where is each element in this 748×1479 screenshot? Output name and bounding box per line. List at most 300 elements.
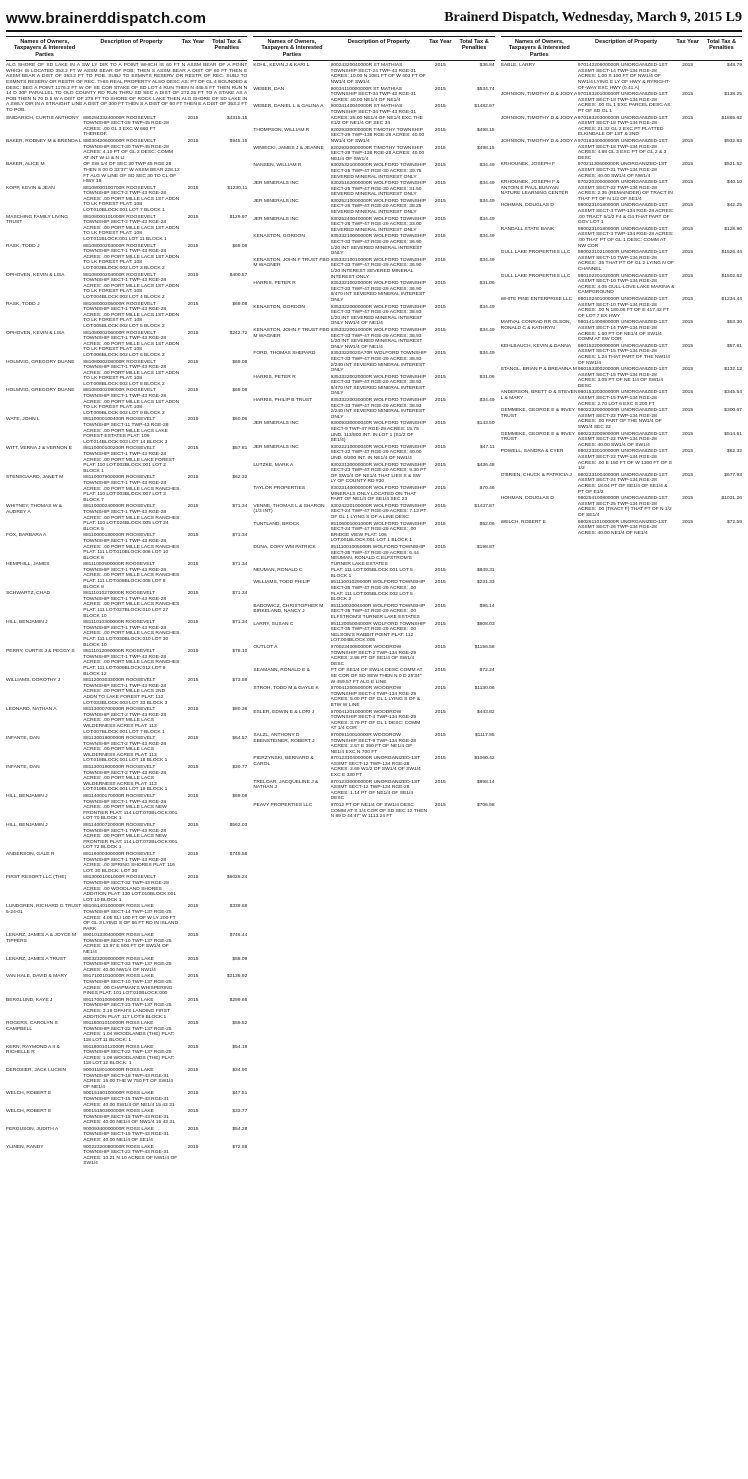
property-description: 88110007900000R ROOSEVELT TOWNSHIP SECT-1 TWP-43 RGE-28 ACRES: .00 PORT MILLE LACS RANCHES PLAT: 110 LOT:003BLOCK:007 LOT 3 BLOCK 7 [83, 475, 180, 503]
tax-record-row [253, 146, 494, 163]
tax-amount: $1526.44 [721, 250, 742, 256]
tax-record-row [501, 408, 742, 430]
tax-year: 2015 [187, 1044, 199, 1050]
owner-name: WATE, JOHN L [6, 417, 40, 423]
tax-year: 2015 [434, 398, 446, 404]
tax-year: 2015 [434, 145, 446, 151]
tax-record-row [6, 591, 247, 619]
tax-year: 2015 [187, 446, 199, 452]
tax-amount: $562.03 [229, 823, 248, 828]
owner-name: STENSGAARD, JANET M [6, 475, 64, 481]
tax-record-row [253, 522, 494, 544]
tax-amount: $34.49 [479, 257, 495, 263]
owner-name: OPHOVEN, KEVIN & LISA [6, 272, 65, 278]
tax-year: 2015 [434, 756, 446, 762]
tax-record-row [6, 1091, 247, 1108]
tax-amount: $73.59 [232, 678, 248, 684]
tax-record-row [6, 533, 247, 561]
owner-name: KENASTON, JOHN F TRUST FBO M WAGNER [253, 257, 330, 269]
tax-amount: $54.19 [232, 1044, 248, 1050]
property-description: 90024320040000R ST MATHIAS TOWNSHIP SECT-24 TWP-43 RGE-31 ACRES: 10.00 N 1081 FT OF W 403 FT OF NW1/4 OF SW1/4 [330, 63, 426, 85]
owner-name: BAKER, RODNEY M & BRENDA L [6, 138, 82, 144]
tax-amount: $1230.11 [227, 185, 248, 191]
column-1 [6, 36, 247, 1472]
tax-amount: $998.14 [476, 779, 495, 785]
tax-year: 2015 [434, 732, 446, 738]
tax-year: 2015 [682, 519, 694, 525]
tax-record-row [253, 504, 494, 521]
tax-year: 2015 [187, 214, 199, 220]
tax-amount: $69.08 [232, 301, 248, 307]
property-description: 97012 PT OF NE1/4 OF SW1/4 DESC COMM AT S 1/4 COR OF SD SEC 12 THEN N 89 D 44'47" W 1113.24 FT [330, 803, 428, 820]
tax-record-row [6, 504, 247, 532]
property-description: 97002340080000R WOODROW TOWNSHIP SECT-2 TWP-134 RGE-29 ACRES: 2.96 PT OF SE1/4 OF SW1/4 DESC [330, 645, 417, 667]
tax-year: 2015 [434, 86, 446, 92]
owner-name: MASCHING FAMILY LIVING TRUST [6, 214, 69, 226]
owner-name: WHITE PINE ENTERPRISE LLC [500, 296, 573, 302]
owner-name: KERN, RAYMOND A II & RICHELLE R [6, 1044, 60, 1056]
owner-name: RANDALL STATE BANK [500, 226, 555, 232]
owner-name: VAN HALE, DAVID & MARY [6, 974, 68, 980]
owner-name: HILL, BENJAMIN J [6, 823, 48, 828]
tax-year: 2015 [434, 234, 446, 240]
property-description: 90034110000000R ST MATHIAS TOWNSHIP SECT-34 TWP-43 RGE-31 ACRES: 40.00 NE1/4 OF NE1/4 [330, 86, 417, 103]
property-description: 88110000100200R ROOSEVELT TOWNSHIP SECT-1 TWP-43 RGE-28 ACRES: .00 PORT MILLE LAKE FOREST PLAT: 110 LOT:002BLOCK:001 LOT 2 BLOCK 1 [83, 446, 175, 474]
property-description: 97022020000000R UNORGANIZED-1ST ASSMT SECT-22 TWP-134 RGE-28 ACRES: 2.35 (REMAINDER) OF TRACT IN THAT PT OF N 1/2 OF SE1/4 [577, 180, 673, 202]
property-description: 95111001029000R WOLFORD TOWNSHIP SECT-35 TWP-47 RGE-29 ACRES: .00 PLAT: 111 LOT:005BLOCK:002 LOT 5 BLOCK 2 [330, 580, 426, 603]
tax-amount: $128.90 [724, 226, 742, 232]
property-description: 97014220600000R UNORGANIZED-1ST ASSMT SECT-14 TWP-134 RGE-28 ACRES: 1.00 S 100 FT OF NW1/4 OF NW1/4 LYING E LY OF HWY & RYRIGHT-OF-WAY EXC HWY (0.41 A) [577, 63, 671, 91]
tax-year: 2015 [187, 533, 199, 539]
property-description: 98022320100000R UNORGANIZED-1ST ASSMT SECT-22 TWP-134 RGE-28 ACRES: .00 E 150 FT OF W 1300 FT OF S 1/2 [577, 449, 673, 472]
tax-year: 2015 [434, 521, 446, 527]
tax-amount: $534.74 [476, 86, 495, 92]
owner-name: FOX, BARBARA A [6, 533, 47, 539]
tax-record-row [6, 1145, 247, 1167]
tax-year: 2015 [187, 974, 199, 980]
tax-amount: $47.11 [480, 444, 495, 450]
column-headers [6, 36, 247, 61]
tax-amount: $34.49 [479, 216, 495, 222]
owner-name: POWELL, SANDRA & CYER [500, 449, 564, 455]
tax-amount: $932.83 [724, 138, 742, 144]
owner-name: JOHNSON, TIMOTHY D & JODY A [500, 92, 578, 98]
tax-record-row [6, 116, 247, 138]
owner-name: JER MINERALS INC [253, 198, 299, 204]
owner-name: OUTLOT A [253, 645, 278, 650]
tax-year: 2015 [187, 504, 199, 510]
tax-record-row [253, 87, 494, 104]
property-description: 88111012090000R ROOSEVELT TOWNSHIP SECT-1 TWP-43 RGE-28 ACRES: .00 PORT MILLE LACS RANCHES PLAT: 111 LOT:009BLOCK:012 LOT 9 BLOCK 12 [83, 649, 180, 677]
property-description: 97004120050000R WOODROW TOWNSHIP SECT-4 TWP-134 RGE-29 ACRES: 5.00 PT OF GL 1 LYING S OF & BTW W LINE [330, 686, 421, 708]
tax-year: 2015 [187, 1067, 199, 1073]
property-description: 97021130600000R UNORGANIZED-1ST ASSMT SECT-21 TWP-134 RGE-28 ACRES: 40.00 SW1/4 OF NW1/4 [577, 162, 668, 179]
tax-record-row [253, 803, 494, 820]
owner-name: WEBER, DAN [253, 86, 285, 92]
property-description: 88130001001000R ROOSEVELT TOWNSHIP SECT-32 TWP-43 RGE-28 ACRES: .00 WOODLAND SHORES ADDITION PLAT: 130 LOT:010BLOCK:001 LOT 10 BLOCK 1 [83, 875, 177, 903]
owner-name: FERGUSON, JUDITH A [6, 1126, 59, 1132]
owner-name: HARRIS, PETER R [253, 374, 296, 380]
tax-record-row [501, 250, 742, 272]
tax-record-row [501, 432, 742, 449]
tax-record-row [501, 449, 742, 471]
property-description: 93023140000000R WOLFORD TOWNSHIP MINERALS ONLY LOCATED ON THAT PART OF NE1/4 OF SE1/4 SEC 23 [330, 485, 426, 503]
owner-name: HILL, BENJAMIN J [6, 620, 48, 626]
tax-amount: $1156.58 [474, 645, 495, 650]
tax-year: 2015 [434, 462, 446, 468]
header-tax-year: Tax Year [676, 39, 699, 45]
property-description: 88108000100700R ROOSEVELT TOWNSHIP SECT-2 TWP-43 RGE-28 ACRES: .00 PORT MILLE LACS 1ST ADDN TO LK FOREST PLAT: 108 LOT:010BLOCK:001 LOT 7 BLOCK 1 [83, 185, 180, 214]
tax-record-row [501, 139, 742, 161]
property-description: 97012330000000R UNORGANIZED-1ST ASSMT SECT-12 TWP-134 RGE-28 ACRES: 1.14 PT OF NE1/4 OF SE1/4 DESC [330, 779, 421, 802]
tax-amount: $2136.92 [226, 974, 248, 980]
tax-year: 2015 [187, 956, 199, 962]
tax-amount: $138.25 [724, 92, 742, 98]
tax-year: 2015 [187, 1091, 199, 1097]
property-description: OF SW 1/4 OF SEC 30 TWP 45 RGE 28 THEN S 00 D 33'37" W ASSM BEAR 228.12 FT ALG W LINE OF SD SEC 30 TO CL OF HWY 18 [83, 162, 180, 185]
tax-amount: $521.52 [724, 162, 742, 168]
tax-amount: $62.32 [232, 475, 248, 481]
tax-record-row [6, 388, 247, 416]
property-description: 90022320080000R ROSS LAKE TOWNSHIP SECT-22 TWP-43 RGE-31 ACRES: 10.21 N 10 ACRES OF NW1/4 OF SW1/4 [83, 1144, 178, 1167]
tax-record-row [253, 328, 494, 350]
property-description: 95111001005000R WOLFORD TOWNSHIP SECT-35 TWP-47 RGE-29 ACRES: 6.44 NEUMAN, RONALD C ELFSTROM'S TURNER LAKE ESTATES [330, 544, 426, 567]
property-description: 93533210020000R WOLFORD TOWNSHIP SECT-33 TWP-47 RGE-29 ACRES: 36.90 8/470 INT SEVERED MINERAL INTEREST ONLY [330, 281, 426, 303]
tax-amount: $339.68 [229, 904, 248, 910]
owner-name: KOHL, KEVIN J & KARI L [253, 63, 310, 69]
tax-amount: $69.08 [232, 243, 248, 249]
tax-year: 2015 [434, 257, 446, 263]
owner-name: HOHMAN, DOUGLAS D [500, 203, 554, 209]
tax-amount: $34.49 [479, 304, 495, 310]
property-description: PT OF SE1/4 OF SW1/4 DESC COMM AT SE COR OF SD SEW THEN N 0 D 25'34" W 459.57 FT ALG E LINE [330, 668, 423, 685]
owner-name: KOPP, KEVIN & JEAN [6, 185, 55, 191]
tax-amount: $677.93 [724, 472, 742, 478]
tax-year: 2015 [434, 803, 446, 809]
tax-record-row [501, 496, 742, 518]
tax-record-row [253, 686, 494, 708]
owner-name: BERGLUND, KAYE J [6, 997, 53, 1003]
tax-record-row [253, 645, 494, 667]
tax-year: 2015 [682, 390, 694, 396]
owner-name: HEMPHILL, JAMES [6, 562, 50, 568]
tax-year: 2015 [434, 327, 446, 333]
tax-year: 2015 [682, 408, 694, 414]
tax-year: 2015 [187, 649, 199, 655]
tax-year: 2015 [434, 568, 446, 574]
tax-record-row [253, 756, 494, 778]
tax-record-row [501, 297, 742, 319]
tax-amount: $498.15 [476, 145, 495, 151]
tax-year: 2015 [187, 562, 199, 568]
property-description: 90009340000000R ROSS LAKE TOWNSHIP SECT-19 TWP-43 RGE-31 ACRES: 40.00 NE1/4 OF SE1/4 [83, 1126, 169, 1144]
column-3 [501, 36, 742, 1472]
tax-year: 2015 [434, 181, 446, 187]
tax-amount: $31.06 [479, 374, 495, 380]
tax-record-row [501, 520, 742, 537]
property-description: 88113001900000R ROOSEVELT TOWNSHIP SECT-2 TWP-43 RGE-28 ACRES: .00 PORT MILLE LACS WILDERNESS ACRES PLAT: 113 LOT:019BLOCK:001 LOT 19 BLOCK 1 [83, 765, 168, 793]
tax-amount: $1060.42 [474, 756, 495, 762]
tax-record-row [253, 199, 494, 216]
tax-amount: $1031.26 [721, 496, 742, 502]
header-description: Description of Property [595, 39, 658, 45]
tax-amount: $59.52 [232, 1021, 248, 1027]
owner-name: RASK, TODD J [6, 243, 40, 249]
tax-amount: $1502.62 [721, 273, 742, 279]
property-description: 88108000203000R ROOSEVELT TOWNSHIP SECT-1 TWP-43 RGE-28 ACRES: .00 PORT MILLE LACS 1ST ADDN TO LK FOREST PLAT: 108 LOT:003BLOCK:002 LOT 3 BLOCK 2 [83, 243, 180, 271]
tax-year: 2015 [187, 243, 199, 249]
owner-name: WILLIAMS, TODD PHILIP [253, 580, 310, 586]
tax-record-row [6, 852, 247, 874]
tax-year: 2015 [187, 301, 199, 307]
owner-name: TRELOAR, JACQUELINE J & NATHAN J [253, 779, 319, 791]
tax-amount: $300.67 [724, 408, 742, 414]
tax-year: 2015 [682, 138, 694, 144]
property-description: 98002310210000R UNORGANIZED-1ST ASSMT SECT-10 TWP-134 RGE-28 ACRES: .35 THAT PT OF GL 2 LYING N OF CHANNEL [577, 250, 674, 272]
owner-name: JER MINERALS INC [253, 181, 299, 187]
tax-amount: $436.48 [476, 462, 495, 468]
property-description: 88110000100400R ROOSEVELT TOWNSHIP SECT-11 TWP-43 RGE-28 ACRES: .00 PORT MILLE LACS LAKE FOREST ESTATES PLAT: 109 LOT:014BLOCK:003 LOT 14 BLOCK 3 [83, 417, 169, 445]
tax-record-row [253, 710, 494, 732]
property-description: 98022320000000R UNORGANIZED-1ST ASSMT SECT-22 TWP-134 RGE-28 ACRES: .00 PART OF THE NW1/4 OF SW1/4 SEC 22 [577, 408, 668, 431]
header-owner: Names of Owners, Taxpayers & Interested Parties [508, 39, 570, 58]
owner-name: LARRY, SUSAN C [253, 621, 294, 627]
property-description: 90015150100000R ROSS LAKE TOWNSHIP SECT-15 TWP-43 RGE-31 ACRES: 40.00 SW1/4 OF NE1/4 15 43 31 [83, 1091, 175, 1108]
tax-amount: $71.34 [232, 562, 248, 568]
owner-name: WELCH, ROBERT E [500, 519, 546, 525]
owner-name: MARVAL CONRAD RR OLSON, RONALD C & KATHRYN [500, 320, 571, 331]
tax-record-row [501, 344, 742, 366]
tax-year: 2015 [682, 115, 694, 121]
tax-record-row [6, 417, 247, 445]
owner-name: GEMMEKE, GEORGE E & IRVEY TRUST [500, 431, 575, 443]
owner-name: HOHMAN, DOUGLAS D [500, 496, 554, 502]
owner-name: VENNE, THOMAS L & SHARON (1/3 INT) [253, 503, 325, 515]
header-total-tax: Total Tax & Penalties [706, 39, 737, 52]
tax-record-row [6, 649, 247, 677]
owner-name: OPHOVEN, KEVIN & LISA [6, 330, 65, 336]
owner-name: HARRIS, PHILIP B TRUST [253, 398, 313, 404]
tax-amount: $71.34 [232, 504, 248, 510]
tax-year: 2015 [434, 163, 446, 169]
tax-year: 2015 [682, 203, 694, 209]
tax-amount: $40.10 [726, 180, 742, 186]
property-description: 90001180100000R ROSS LAKE TOWNSHIP SECT-18 TWP-43 RGE-31 ACRES: 15.00 THE W 750 FT OF SW1/4 OF NE1/4 [83, 1067, 174, 1090]
tax-amount: $80.36 [232, 707, 248, 713]
owner-name: SNIDARICH, CURTIS ANTHONY [6, 115, 79, 121]
property-description: 88116000300000R ROOSEVELT TOWNSHIP SECT-1 TWP-43 RGE-28 ACRES: .00 SPRING SHORES PLAT: 116 LOT: 30 BLOCK: LOT 30 [83, 851, 175, 874]
tax-amount: $945.15 [229, 138, 248, 144]
tax-year: 2015 [187, 388, 199, 394]
property-description: 98002310180000R UNORGANIZED-1ST ASSMT SECT-3 TWP-134 RGE-28 ACRES: .00 THAT PT OF GL 1 DESC: COMM AT NW COR [577, 226, 674, 249]
tax-record-row [6, 446, 247, 474]
tax-record-row [6, 794, 247, 822]
tax-amount: $52.06 [479, 521, 495, 527]
tax-record-row [6, 678, 247, 706]
property-description: 93533220020000R WOLFORD TOWNSHIP SECT-33 TWP-47 RGE-29 ACRES: 38.93 8/470 INT SEVERED MINERAL INTEREST ONLY [330, 374, 426, 397]
tax-year: 2015 [187, 115, 199, 121]
owner-name: FIRST RESORT LLC (THE) [6, 875, 67, 881]
tax-record-row [501, 203, 742, 225]
property-description: 93025240040000R WOLFORD TOWNSHIP SECT-26 TWP-47 RGE-29 ACRES: 33.00 SEVERED MINERAL INTEREST ONLY [330, 216, 426, 233]
tax-amount: $72.59 [726, 519, 742, 525]
property-description: 93533210000000R WOLFORD TOWNSHIP SECT-33 TWP-47 RGE-29 ACRES: 36.90 1/20 INT SEVERED MINERAL INTEREST ONLY [330, 234, 426, 257]
property-description: 95106001001000R WOLFORD TOWNSHIP SECT-24 TWP-47 RGE-29 ACRES: .00 BRIDGE VIEW PLAT: 106 LOT:001BLOCK:001 LOT 1 BLOCK 1 [330, 521, 426, 544]
tax-record-row [6, 998, 247, 1020]
tax-amount: $1482.97 [474, 104, 495, 110]
tax-year: 2015 [682, 273, 694, 279]
tax-amount: $71.34 [232, 533, 248, 539]
tax-amount: $143.50 [476, 421, 495, 427]
tax-year: 2015 [187, 765, 199, 771]
tax-year: 2015 [187, 272, 199, 278]
tax-record-row [6, 186, 247, 214]
property-description: 88113001800000R ROOSEVELT TOWNSHIP SECT-2 TWP-43 RGE-28 ACRES: .00 PORT MILLE LACS WILDERNESS ACRES PLAT: 113 LOT:018BLOCK:001 LOT 18 BLOCK 1 [83, 736, 168, 764]
property-description: 97009110010000R WOODROW TOWNSHIP SECT-9 TWP-134 RGE-28 ACRES: 2.57 E 350 FT OF NE1/4 OF NE1/4 EXC N 700 FT [330, 732, 417, 755]
owner-name: KEHLBAUCH, KEVIN & DANNA [500, 343, 572, 349]
tax-record-row [6, 1109, 247, 1126]
owner-name: GULL LAKE PROPERTIES LLC [500, 250, 571, 256]
tax-year: 2015 [187, 736, 199, 742]
tax-year: 2015 [187, 707, 199, 713]
tax-amount: $231.33 [476, 580, 495, 586]
owner-name: HOLMVIG, GREGORY DUANE [6, 388, 75, 394]
tax-amount: $242.72 [229, 330, 248, 336]
tax-year: 2015 [187, 591, 199, 597]
owner-name: WILLIAMS, DOROTHY J [6, 678, 61, 684]
tax-amount: $400.57 [229, 272, 248, 278]
tax-year: 2015 [682, 449, 694, 455]
tax-amount: $36.84 [479, 63, 495, 69]
tax-year: 2015 [682, 162, 694, 168]
tax-year: 2015 [682, 92, 694, 98]
property-description: 88108000204000R ROOSEVELT TOWNSHIP SECT-1 TWP-43 RGE-28 ACRES: .00 PORT MILLE LACS 1ST ADDN TO LK FOREST PLAT: 108 LOT:004BLOCK:002 LOT 4 BLOCK 2 [83, 272, 180, 300]
tax-amount: $60.06 [232, 417, 248, 423]
tax-amount: $69.08 [232, 794, 248, 800]
tax-amount: $849.31 [476, 568, 495, 574]
tax-year: 2015 [682, 496, 694, 502]
tax-amount: $54.29 [232, 1126, 248, 1132]
owner-name: SEAMANN, RONALD E & [253, 668, 310, 674]
owner-name: RASK, TODD J [6, 301, 40, 307]
tax-year: 2015 [187, 1021, 199, 1027]
owner-name: STROH, TODD M & GAYLE K [253, 686, 319, 692]
tax-year: 2015 [434, 668, 446, 674]
property-description: PLAT: 111 LOT:005BLOCK:001 LOT 5 BLOCK 1 [330, 568, 413, 579]
tax-amount: $808.03 [476, 621, 495, 627]
tax-record-row [253, 486, 494, 503]
tax-record-row [253, 398, 494, 420]
property-description: 88110000180000R ROOSEVELT TOWNSHIP SECT-1 TWP-43 RGE-28 ACRES: .00 PORT MILLE LACS RANCHES PLAT: 111 LOT:010BLOCK:006 LOT 10 BLOCK 6 [83, 533, 180, 561]
property-description: 93025162000000R WOLFORD TOWNSHIP SECT-25 TWP-47 RGE-30 ACRES: 31.50 SEVERED MINERAL INTEREST ONLY [330, 181, 426, 198]
tax-amount: $57.81 [726, 343, 742, 349]
owner-name: KENASTON, GORDON [253, 304, 305, 310]
property-description: 88108000208000R ROOSEVELT TOWNSHIP SECT-1 TWP-43 RGE-28 ACRES: .00 PORT MILLE LACS 1ST ADDN TO LK FOREST PLAT: 108 LOT:008BLOCK:002 LOT 8 BLOCK 2 [83, 359, 180, 387]
owner-name: DUNA, CORY WM PATRICK [253, 544, 316, 550]
tax-amount: $745.58 [229, 851, 248, 857]
tax-record-row [6, 1045, 247, 1067]
owner-name: ESLER, EDWIN E & LORI J [253, 709, 315, 715]
property-description: 90034140040000R ST MATHIAS TOWNSHIP SECT-34 TWP-43 RGE-31 ACRES: 25.00 NE1/4 OF NE1/4 EXC THE S1/2 OF NE1/4 OF SEC 34 [330, 104, 423, 127]
tax-amount: $443.82 [476, 709, 495, 715]
tax-amount: $71.34 [232, 620, 248, 626]
tax-amount: $129.97 [229, 214, 248, 220]
tax-record-row [253, 351, 494, 373]
header-total-tax: Total Tax & Penalties [212, 39, 242, 52]
tax-record-row [253, 580, 494, 602]
owner-name: LENARZ, JAMES A & JOYCE M TIPPERS [6, 933, 77, 944]
owner-name: JOHNSON, TIMOTHY D & JODY A [500, 115, 578, 121]
tax-record-row [501, 116, 742, 138]
owner-name: JER MINERALS INC [253, 216, 299, 222]
property-description: 98015330020000R UNORGANIZED-1ST ASSMT SECT-15 TWP-134 RGE-28 ACRES: 3.05 PT OF NE 1/4 OF SW1/4 DESC [577, 367, 668, 389]
property-description: 98014140080000R UNORGANIZED-1ST ASSMT SECT-14 TWP-134 RGE-28 ACRES: 1.60 PT OF NE1/4 OF SW1/4 COMM AT SW COR [577, 320, 668, 343]
tax-record-row [6, 215, 247, 243]
tax-record-row [6, 562, 247, 590]
property-description: 92029320000000R TIMOTHY TOWNSHIP SECT-29 TWP-138 RGE-28 ACRES: 40.00 NE1/4 OF SW1/4 [330, 145, 425, 162]
tax-amount: $72.59 [232, 1144, 248, 1150]
tax-record-row [253, 128, 494, 145]
tax-year: 2015 [434, 603, 446, 609]
tax-record-row [6, 1127, 247, 1144]
tax-amount: $70.46 [479, 485, 495, 491]
owner-name: LUNDGREN, RICHARD G TRUST 5-24-01 [6, 904, 82, 915]
property-description: 89171001010000R ROSS LAKE TOWNSHIP SECT-10 TWP-137 RGE-25 ACRES: .00 CHAPMAN'S WHISPERING PINES PLAT: 101 LOT:010BLOCK:000 [83, 974, 173, 997]
tax-year: 2015 [187, 933, 199, 939]
header-rule [6, 30, 742, 32]
owner-name: NANSEN, WILLIAM R [253, 163, 302, 169]
tax-year: 2015 [434, 304, 446, 310]
paper-title-dateline: Brainerd Dispatch, Wednesday, March 9, 2015 L9 [444, 10, 742, 25]
property-description: 88108000101000R ROOSEVELT TOWNSHIP SECT-2 TWP-43 RGE-28 ACRES: .00 PORT MILLE LACS 1ST ADDN TO LK FOREST PLAT: 108 LOT:011BLOCK:001 LOT 11 BLOCK 1 [83, 214, 180, 243]
owner-name: BADOWICZ, CHRISTOPHER M BIRKELAND, NANCY J [253, 603, 324, 615]
property-description: 93533220030000R WOLFORD TOWNSHIP SECT-33 TWP-47 RGE-29 ACRES: 38.93 2/240 INT SEVERED MINERAL INTEREST ONLY [330, 398, 426, 420]
tax-record-row [253, 445, 494, 462]
records-list [253, 61, 494, 1472]
tax-year: 2015 [187, 997, 199, 1003]
property-description: 97012310400000R UNORGANIZED-1ST ASSMT SECT-12 TWP-134 RGE-28 ACRES: 2.69 W1/2 OF SW1/4 OF SW1/4 EXC E 330 FT [330, 756, 421, 779]
owner-name: LEONARD, NATHAN A [6, 707, 57, 713]
site-url[interactable]: www.brainerddispatch.com [6, 10, 207, 27]
tax-record-row [501, 162, 742, 179]
tax-record-row [501, 180, 742, 202]
tax-record-row [253, 63, 494, 85]
tax-record-row [253, 181, 494, 198]
tax-record-row [253, 622, 494, 644]
tax-record-row [501, 274, 742, 296]
tax-record-row [6, 707, 247, 735]
tax-record-row [253, 104, 494, 126]
tax-year: 2015 [187, 359, 199, 365]
tax-amount: $69.08 [232, 359, 248, 365]
tax-year: 2015 [434, 645, 446, 650]
tax-record-row [6, 1068, 247, 1090]
property-description: 89118001010000R ROSS LAKE TOWNSHIP SECT-22 TWP-137 RGE-25 ACRES: 1.04 WOODLANDS (THE) PLAT: 118 LOT:11 BLOCK: 1 [83, 1021, 175, 1043]
tax-amount: $4315.15 [226, 115, 248, 121]
property-description: 88111010270000R ROOSEVELT TOWNSHIP SECT-1 TWP-43 RGE-28 ACRES: .00 PORT MILLE LACS RANCHES PLAT: 111 LOT:027BLOCK:010 LOT 27 BLOCK 10 [83, 591, 180, 619]
tax-amount: $96.14 [479, 603, 495, 609]
property-description: 88108000206000R ROOSEVELT TOWNSHIP SECT-1 TWP-43 RGE-28 ACRES: .00 PORT MILLE LACS 1ST ADDN TO LK FOREST PLAT: 108 LOT:006BLOCK:002 LOT 6 BLOCK 2 [83, 330, 180, 358]
property-description: 98015320300000R UNORGANIZED-1ST ASSMT SECT-15 TWP-134 RGE-28 ACRES: 2.70 LOT 6 EXC S 200 FT [577, 390, 668, 407]
property-description: 93025210000000R WOLFORD TOWNSHIP SECT-26 TWP-47 RGE-29 ACRES: 38.25 SEVERED MINERAL INTEREST ONLY [330, 198, 426, 216]
column-headers [501, 36, 742, 61]
property-description: 88112003033000R ROOSEVELT TOWNSHIP SECT-1 TWP-43 RGE-28 ACRES: .00 PORT MILLE LACS 2ND ADDN TO LAKE FOREST PLAT: 112 LOT:033BLOCK:003 LOT 33 BLOCK 3 [83, 678, 168, 706]
tax-amount: $706.98 [476, 803, 495, 809]
tax-amount: $64.57 [232, 736, 248, 742]
owner-name: O'BRIEN, CHUCK & PATRICIA J [500, 472, 572, 478]
tax-amount: $1234.44 [721, 296, 742, 302]
tax-amount: $33.77 [232, 1109, 248, 1115]
